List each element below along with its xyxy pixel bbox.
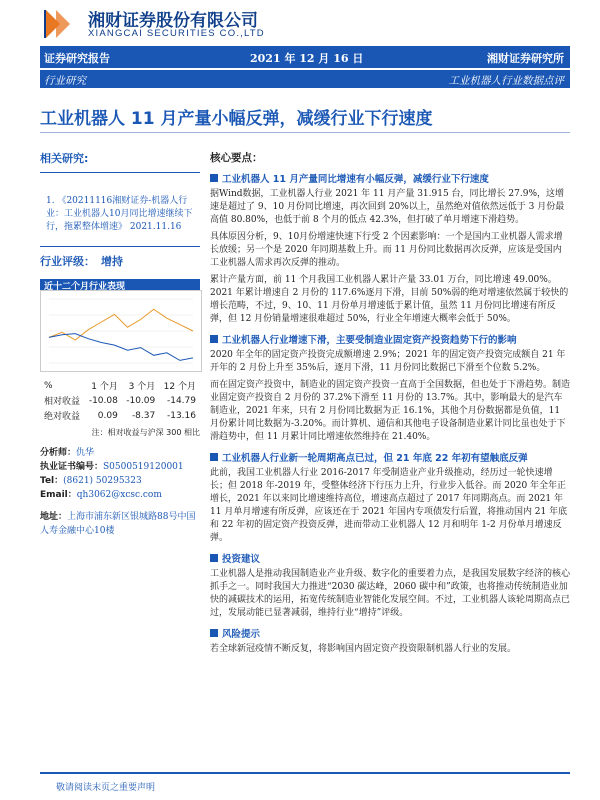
report-type: 证券研究报告 bbox=[44, 52, 110, 65]
paragraph: 此前，我国工业机器人行业 2016-2017 年受制造业产业升级推动，经历过一轮快速增长；但 2018 年-2019 年，受整体经济下行压力上升，行业步入低谷。而 2020 年全年正增长，2021 年以来同比增速维持高位，增速高点超过了 2017 年同期高点。而 2021 年 11 月单月增速有所反弹，应该还在于 2021 年国内专项债发行后置，将推动国内 21 年底和 22 年初的固定资产投资反弹，进而带动工业机器人 12 月和明年 1-2 月份单月增速反弹。 bbox=[210, 468, 568, 543]
section-title: 工业机器人行业增速下滑，主要受制造业固定资产投资趋势下行的影响 bbox=[222, 335, 517, 346]
performance-chart bbox=[40, 290, 202, 372]
table-header: % bbox=[44, 380, 53, 391]
address-label: 地址： bbox=[40, 512, 68, 522]
analyst-label: 分析师： bbox=[40, 448, 77, 458]
page-title: 工业机器人 11 月产量小幅反弹，减缓行业下行速度 bbox=[40, 109, 433, 129]
chart-series-line bbox=[49, 309, 193, 340]
tel-label: Tel： bbox=[40, 476, 64, 486]
company-logo bbox=[40, 6, 80, 42]
performance-table-wrap bbox=[40, 378, 200, 438]
bullet-square-icon bbox=[210, 629, 218, 637]
header-band bbox=[40, 46, 570, 68]
bullet-square-icon bbox=[210, 453, 218, 461]
paragraph: 工业机器人是推动我国制造业产业升级、数字化的重要着力点，是我国发展数字经济的核心抓手之一。同时我国大力推进“2030 碳达峰，2060 碳中和”政策，也将推动传统制造业加快的减碳技术的运用，拓宽传统制造业智能化发展空间。不过，工业机器人该轮周期高点已过，发展动能已显著减弱，维持行业“增持”评级。 bbox=[210, 569, 571, 618]
title-rule bbox=[40, 132, 570, 133]
footer bbox=[0, 778, 600, 800]
section-heading bbox=[210, 332, 570, 346]
performance-table bbox=[40, 378, 200, 423]
table-note: 注：相对收益与沪深 300 相比 bbox=[91, 428, 200, 437]
rating-label: 行业评级： bbox=[40, 255, 95, 268]
table-row bbox=[40, 408, 200, 423]
divider bbox=[40, 172, 200, 173]
table-cell: 0.09 bbox=[97, 410, 118, 421]
paragraph: 累计产量方面，前 11 个月我国工业机器人累计产量 33.01 万台，同比增速 49.00%。2021 年累计增速自 2 月份的 117.6%逐月下滑，目前 50%弱的绝对增速依然属于较快的增长范畴，不过，9、10、11 月份单月增速低于累计值，虽然 11 月份同比增速有所反弹，但 12 月份销量增速很难超过 50%，行业全年增速大概率会低于 50%。 bbox=[210, 275, 569, 324]
table-header: 1 个月 bbox=[91, 382, 118, 392]
table-header: 12 个月 bbox=[163, 382, 196, 392]
section-heading bbox=[210, 171, 570, 185]
related-research-heading: 相关研究: bbox=[40, 152, 89, 165]
table-cell: -14.79 bbox=[166, 395, 196, 406]
related-research-item[interactable]: 1. 《20211116湘财证券-机器人行业：工业机器人10月同比增速继续下行，拖累整体增速》 2021.11.16 bbox=[46, 196, 193, 232]
paragraph: 据Wind数据，工业机器人行业 2021 年 11 月产量 31.915 台，同比增长 27.9%，这增速是超过了 9、10 月份同比增速，再次回到 20%以上，虽然绝对值依然远低于 3 月份最高值 80.80%，也低于前 8 个月的低点 42.3%，但打破了单月增速下滑趋势。 bbox=[210, 189, 565, 225]
analyst-name: 仇华 bbox=[76, 448, 95, 458]
section-title: 风险提示 bbox=[222, 629, 261, 640]
bullet-square-icon bbox=[210, 335, 218, 343]
table-cell: -10.08 bbox=[88, 395, 118, 406]
table-header: 3 个月 bbox=[128, 382, 156, 392]
chart-title: 近十二个月行业表现 bbox=[44, 282, 126, 292]
paragraph: 而在固定资产投资中，制造业的固定资产投资一直高于全国数据，但也处于下滑趋势。制造业固定资产投资自 2 月份的 37.2%下滑至 11 月份的 13.7%。其中，影响最大的是汽车制造业，2021 年来，只有 2 月份同比数据为正 16.1%，其他个月份数据都是负值，11 月份累计同比数据为-3.20%。而计算机、通信和其他电子设备制造业累计同比虽也处于下滑趋势中，但 11 月累计同比增速依然维持在 21.40%。 bbox=[210, 380, 571, 442]
main-content bbox=[210, 150, 570, 656]
core-points-heading: 核心要点： bbox=[210, 152, 263, 164]
email-link[interactable]: qh3062@xcsc.com bbox=[76, 490, 162, 500]
table-cell: -13.16 bbox=[166, 410, 196, 421]
report-date: 2021 年 12 月 16 日 bbox=[250, 52, 364, 65]
left-sidebar bbox=[40, 150, 200, 269]
email-label: Email： bbox=[40, 490, 77, 500]
institute-name: 湘财证券研究所 bbox=[487, 52, 564, 65]
table-cell: 相对收益 bbox=[44, 397, 81, 407]
section-title: 工业机器人行业新一轮周期高点已过，但 21 年底 22 年初有望触底反弹 bbox=[222, 453, 528, 464]
section-heading bbox=[210, 450, 570, 464]
cert-label: 执业证书编号： bbox=[40, 462, 104, 472]
section-heading bbox=[210, 626, 570, 640]
section-heading bbox=[210, 551, 570, 565]
table-header-row bbox=[40, 378, 200, 393]
footer-rule bbox=[40, 772, 570, 774]
sub-band bbox=[40, 70, 570, 88]
analyst-contact bbox=[40, 446, 200, 538]
paragraph: 具体原因分析，9、10月份增速快速下行受 2 个因素影响：一个是国内工业机器人需求增长放缓；另一个是 2020 年同期基数上升。而 11 月份同比数据再次反弹，应该是受国内工业机器人需求再次反弹的推动。 bbox=[210, 232, 563, 268]
section-title: 投资建议 bbox=[222, 554, 261, 565]
address-text: 上海市浦东新区银城路88号中国人寿金融中心10楼 bbox=[40, 512, 196, 536]
report-series: 工业机器人行业数据点评 bbox=[448, 75, 564, 87]
brand-name-en: XIANGCAI SECURITIES CO.,LTD bbox=[88, 28, 265, 39]
table-cell: -10.09 bbox=[126, 395, 156, 406]
research-category: 行业研究 bbox=[44, 75, 86, 87]
paragraph: 2020 年全年的固定资产投资完成额增速 2.9%；2021 年的固定资产投资完成额自 21 年开年的 2 月份上升至 35%后，逐月下滑，11 月份同比数据已下滑至个位数 5.2%。 bbox=[210, 350, 566, 373]
cert-number: S0500519120001 bbox=[103, 462, 184, 472]
bullet-square-icon bbox=[210, 554, 218, 562]
table-cell: 绝对收益 bbox=[44, 412, 81, 422]
paragraph: 若全球新冠疫情不断反复，将影响国内固定资产投资限制机器人行业的发展。 bbox=[210, 644, 517, 654]
rating-value: 增持 bbox=[101, 255, 123, 268]
table-cell: -8.37 bbox=[131, 410, 156, 421]
table-row bbox=[40, 393, 200, 408]
tel-number: (8621) 50295323 bbox=[63, 476, 142, 486]
brand-name-cn: 湘财证券股份有限公司 bbox=[88, 11, 258, 31]
disclaimer-link[interactable]: 敬请阅读末页之重要声明 bbox=[56, 783, 156, 793]
bullet-square-icon bbox=[210, 174, 218, 182]
rating-row bbox=[40, 246, 200, 269]
section-title: 工业机器人 11 月产量同比增速有小幅反弹，减缓行业下行速度 bbox=[222, 174, 489, 185]
